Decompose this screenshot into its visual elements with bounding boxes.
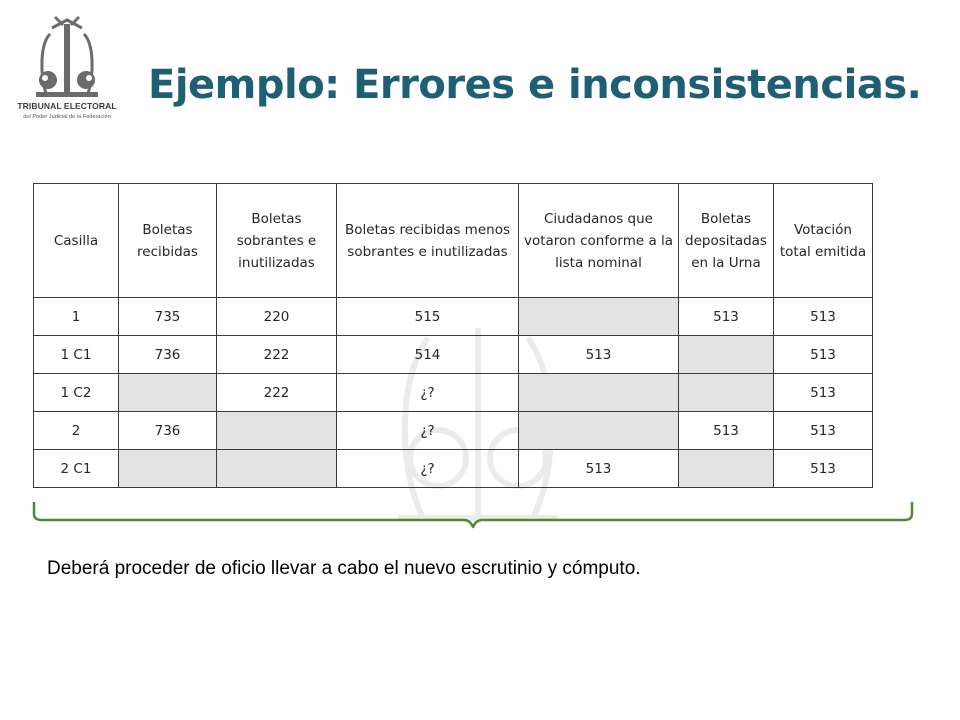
empty-cell — [679, 374, 774, 412]
table-row — [34, 450, 873, 488]
curly-brace-icon — [30, 500, 916, 530]
table-cell: 2 — [34, 412, 119, 450]
tribunal-electoral-logo — [12, 14, 122, 126]
table-cell: 513 — [679, 298, 774, 336]
header-votacion-total: Votación total emitida — [774, 184, 873, 298]
table-cell: ¿? — [337, 450, 519, 488]
table-cell: 513 — [519, 450, 679, 488]
table-cell: 1 C1 — [34, 336, 119, 374]
table-cell: ¿? — [337, 412, 519, 450]
table-cell: 220 — [217, 298, 337, 336]
header-recibidas-menos-sobrantes: Boletas recibidas menos sobrantes e inutilizadas — [337, 184, 519, 298]
slide-title: Ejemplo: Errores e inconsistencias. — [148, 62, 922, 108]
table-row — [34, 336, 873, 374]
header-boletas-depositadas: Boletas depositadas en la Urna — [679, 184, 774, 298]
logo-title: TRIBUNAL ELECTORAL — [17, 101, 117, 111]
empty-cell — [679, 336, 774, 374]
empty-cell — [217, 450, 337, 488]
table-cell: 736 — [119, 336, 217, 374]
table-row — [34, 374, 873, 412]
header-boletas-sobrantes: Boletas sobrantes e inutilizadas — [217, 184, 337, 298]
table-cell: 513 — [774, 298, 873, 336]
empty-cell — [519, 412, 679, 450]
table-cell: 736 — [119, 412, 217, 450]
empty-cell — [217, 412, 337, 450]
table-row — [34, 412, 873, 450]
table-cell: 513 — [774, 412, 873, 450]
table-cell: 513 — [774, 336, 873, 374]
table-cell: 514 — [337, 336, 519, 374]
table-cell: 2 C1 — [34, 450, 119, 488]
table-cell: 513 — [774, 450, 873, 488]
scales-emblem-icon — [12, 14, 122, 100]
table-cell: 222 — [217, 374, 337, 412]
table-cell: 222 — [217, 336, 337, 374]
table-header-row — [34, 184, 873, 298]
vote-count-table — [33, 183, 873, 488]
empty-cell — [519, 298, 679, 336]
conclusion-note: Deberá proceder de oficio llevar a cabo el nuevo escrutinio y cómputo. — [47, 558, 641, 579]
empty-cell — [519, 374, 679, 412]
header-ciudadanos-votaron: Ciudadanos que votaron conforme a la lista nominal — [519, 184, 679, 298]
table-row — [34, 298, 873, 336]
table-cell: 515 — [337, 298, 519, 336]
empty-cell — [679, 450, 774, 488]
table-cell: 1 — [34, 298, 119, 336]
table-cell: 735 — [119, 298, 217, 336]
table-cell: 513 — [774, 374, 873, 412]
header-casilla: Casilla — [34, 184, 119, 298]
table-cell: 513 — [519, 336, 679, 374]
header-boletas-recibidas: Boletas recibidas — [119, 184, 217, 298]
logo-subtitle: del Poder Judicial de la Federación — [23, 114, 111, 120]
empty-cell — [119, 450, 217, 488]
empty-cell — [119, 374, 217, 412]
table-cell: ¿? — [337, 374, 519, 412]
table-cell: 1 C2 — [34, 374, 119, 412]
table-cell: 513 — [679, 412, 774, 450]
